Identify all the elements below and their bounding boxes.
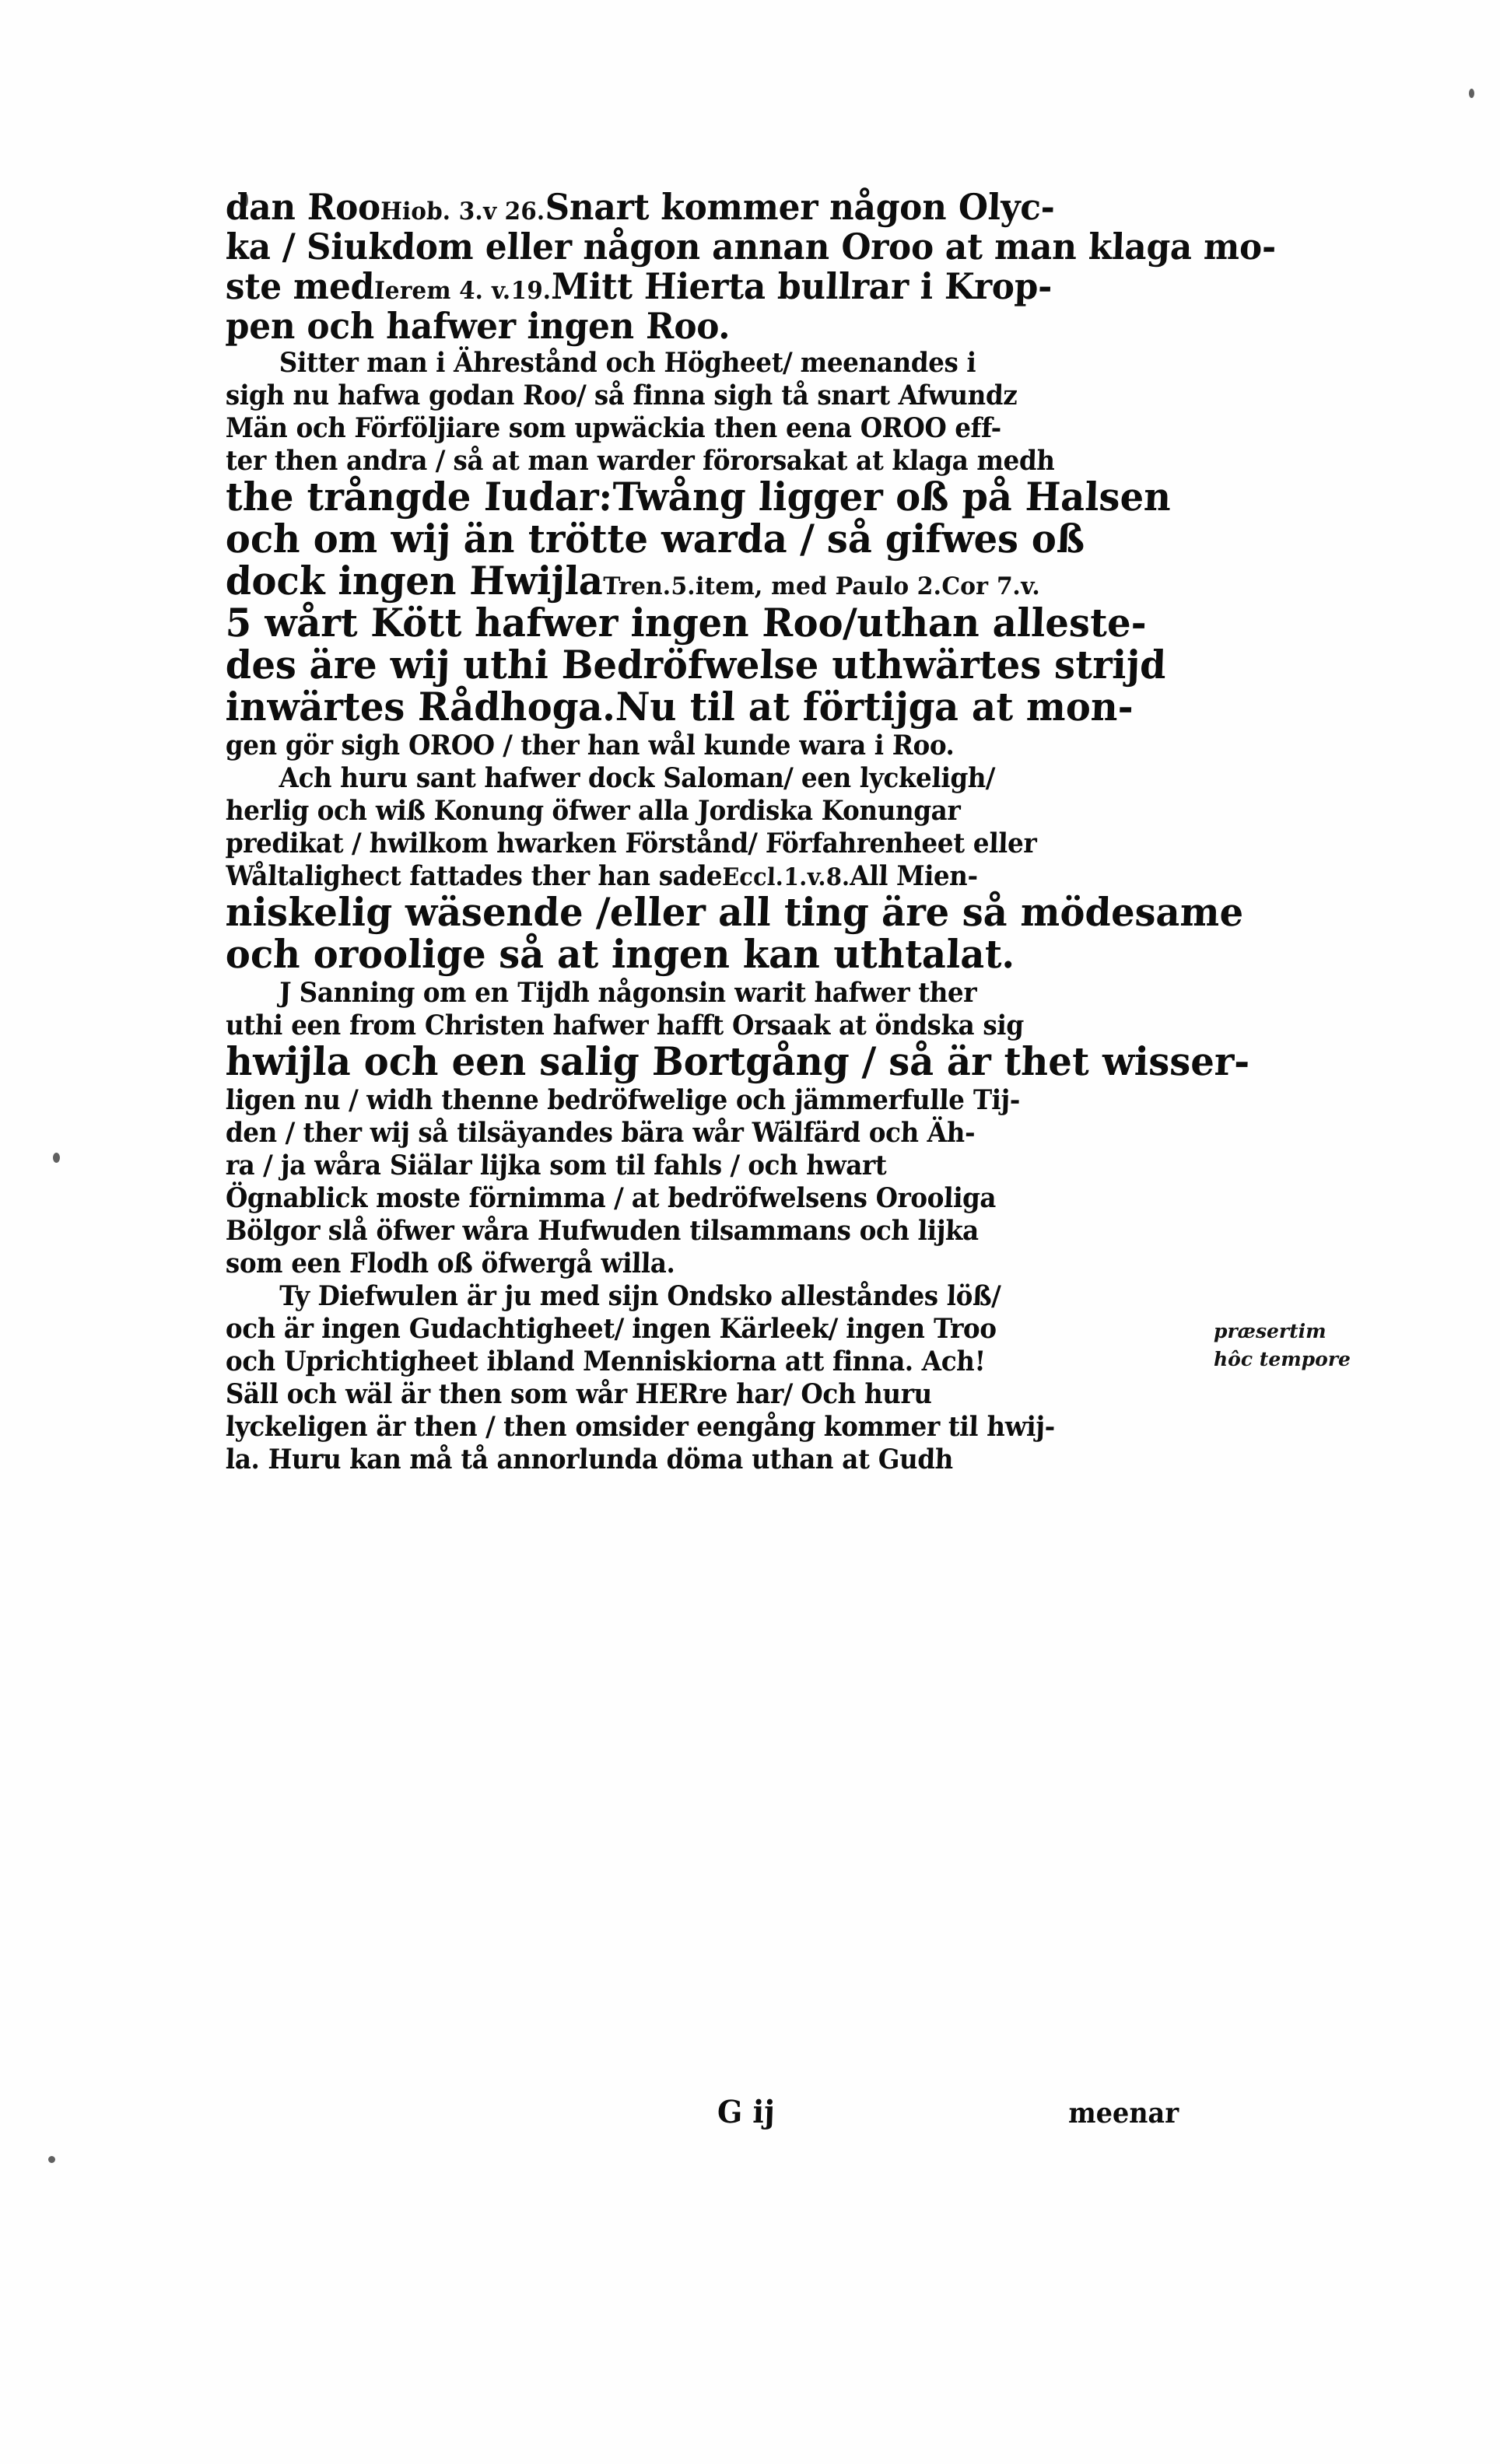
text-line xyxy=(225,1446,1116,1473)
text-line xyxy=(225,642,1167,688)
text-line xyxy=(225,265,1135,307)
line-fraktur-tail: Nu til at förtijga at mon- xyxy=(615,684,1134,730)
scan-artifact xyxy=(48,2156,55,2163)
line-fraktur-main: J Sanning om en Tijdh någonsin warit hafwer ther xyxy=(279,977,977,1009)
line-fraktur-main: hwijla och een salig Bortgång / så är thet wisser- xyxy=(225,1038,1251,1084)
line-fraktur-main: dan Roo xyxy=(225,186,382,228)
line-fraktur-main: herlig och wiß Konung öfwer alla Jordiska Konungar xyxy=(225,795,961,827)
line-roman-reference: Tren.5.item, med Paulo 2.Cor 7.v. xyxy=(602,572,1041,600)
text-line xyxy=(225,1250,1116,1277)
line-fraktur-main: lyckeligen är then / then omsider eengång kommer til hwij- xyxy=(225,1411,1056,1443)
line-roman-reference: Ierem 4. v.19. xyxy=(373,277,552,305)
line-fraktur-lead: niskelig wäsende / xyxy=(225,889,611,935)
text-line xyxy=(225,474,1172,520)
text-line xyxy=(225,445,1116,477)
line-fraktur-main: Ach huru sant hafwer dock Saloman/ een lyckeligh/ xyxy=(279,762,996,794)
catchword: meenar xyxy=(1067,2097,1179,2130)
marginal-note-line-1: præsertim xyxy=(1214,1320,1327,1342)
text-line xyxy=(225,412,1116,444)
line-fraktur-main: och är ingen Gudachtigheet/ ingen Kärleek/ ingen Troo xyxy=(225,1313,997,1345)
text-line xyxy=(225,860,1116,892)
line-fraktur-main: la. Huru kan må tå annorlunda döma uthan at Gudh xyxy=(225,1444,954,1475)
line-fraktur-main: ra / ja wåra Siälar lijka som til fahls / och hwart xyxy=(225,1150,888,1181)
text-line xyxy=(225,186,1135,228)
text-line xyxy=(225,305,1135,347)
text-line xyxy=(225,795,1116,827)
line-fraktur-main: och om wij än trötte warda / så gifwes oß xyxy=(225,516,1086,562)
line-fraktur-main: 5 wårt Kött hafwer ingen Roo/uthan alleste- xyxy=(225,600,1148,646)
text-line xyxy=(225,1152,1116,1179)
line-fraktur-main: eller all ting äre så mödesame xyxy=(608,889,1245,935)
text-line xyxy=(225,1182,1116,1214)
text-line xyxy=(225,762,1116,794)
line-fraktur-main: predikat / hwilkom hwarken Förstånd/ Förfahrenheet eller xyxy=(225,828,1037,859)
text-line xyxy=(225,931,1144,977)
line-fraktur-main: och oroolige så at ingen kan uthtalat. xyxy=(225,931,1016,977)
line-fraktur-main: des äre wij uthi Bedröfwelse uthwärtes strijd xyxy=(225,642,1167,688)
line-fraktur-main: sigh nu hafwa godan Roo/ så finna sigh tå snart Afwundz xyxy=(225,380,1018,411)
line-fraktur-main: Ögnablick moste förnimma / at bedröfwelsens Orooliga xyxy=(225,1182,997,1214)
line-fraktur-main: ligen nu / widh thenne bedröfwelige och jämmerfulle Tij- xyxy=(225,1084,1021,1116)
text-line xyxy=(225,1012,1116,1039)
line-fraktur-main: inwärtes Rådhoga. xyxy=(225,684,617,730)
text-line xyxy=(225,226,1277,268)
text-line xyxy=(225,1411,1116,1443)
line-fraktur-main: Wåltalighect fattades ther han sade xyxy=(225,860,723,892)
line-fraktur-main: dock ingen Hwijla xyxy=(225,558,605,604)
line-fraktur-main: ste med xyxy=(225,265,375,307)
line-fraktur-main: ka / Siukdom eller någon annan Oroo at man klaga mo- xyxy=(225,226,1277,268)
line-roman-reference: Hiob. 3.v 26. xyxy=(380,198,546,226)
text-line xyxy=(225,347,1116,379)
text-line xyxy=(225,600,1148,646)
line-fraktur-main: Sitter man i Ährestånd och Högheet/ meenandes i xyxy=(279,347,977,379)
line-fraktur-main: och Uprichtigheet ibland Menniskiorna att finna. Ach! xyxy=(225,1346,987,1377)
line-fraktur-lead: the trångde Iudar: xyxy=(225,474,614,520)
text-line xyxy=(225,732,1116,759)
text-line xyxy=(225,1084,1116,1116)
text-line xyxy=(225,1280,1116,1312)
line-fraktur-main: ter then andra / så at man warder förorsakat at klaga medh xyxy=(225,445,1056,477)
text-line xyxy=(225,1313,1116,1345)
scan-artifact xyxy=(53,1153,60,1163)
text-line xyxy=(225,684,1144,730)
line-fraktur-main: Twång ligger oß på Halsen xyxy=(612,474,1172,520)
signature-mark: G ij xyxy=(717,2094,776,2130)
line-fraktur-main: som een Flodh oß öfwergå willa. xyxy=(225,1248,676,1279)
text-line xyxy=(225,382,1116,409)
line-fraktur-tail: Snart kommer någon Olyc- xyxy=(544,186,1056,228)
marginal-note-line-2: hôc tempore xyxy=(1214,1348,1351,1371)
scan-artifact xyxy=(1469,89,1474,98)
line-fraktur-main: Säll och wäl är then som wår HERre har/ Och huru xyxy=(225,1378,933,1410)
text-line xyxy=(225,1378,1116,1410)
marginal-note xyxy=(1214,1318,1447,1374)
text-line xyxy=(225,889,1245,935)
line-fraktur-main: Bölgor slå öfwer wåra Hufwuden tilsammans och lijka xyxy=(225,1215,980,1247)
text-line xyxy=(225,1348,1116,1375)
line-fraktur-tail: All Mien- xyxy=(849,860,979,892)
text-line xyxy=(225,516,1144,562)
text-line xyxy=(225,1215,1116,1247)
line-roman-reference: Eccl.1.v.8. xyxy=(721,863,850,891)
text-line xyxy=(225,1038,1251,1084)
line-fraktur-main: uthi een from Christen hafwer hafft Orsaak at öndska sig xyxy=(225,1010,1025,1041)
text-line xyxy=(225,830,1116,857)
line-fraktur-main: pen och hafwer ingen Roo. xyxy=(225,305,731,347)
text-line xyxy=(225,977,1116,1009)
text-line xyxy=(225,1117,1116,1149)
line-fraktur-tail: Mitt Hierta bullrar i Krop- xyxy=(550,265,1053,307)
page-footer xyxy=(226,2094,1183,2140)
line-fraktur-main: Ty Diefwulen är ju med sijn Ondsko alleståndes löß/ xyxy=(279,1280,1001,1312)
line-fraktur-main: den / ther wij så tilsäyandes bära wår Wälfärd och Äh- xyxy=(225,1117,976,1149)
text-line xyxy=(225,558,1144,604)
line-fraktur-main: gen gör sigh OROO / ther han wål kunde wara i Roo. xyxy=(225,730,955,761)
line-fraktur-main: Män och Förföljiare som upwäckia then eena OROO eff- xyxy=(225,412,1002,444)
